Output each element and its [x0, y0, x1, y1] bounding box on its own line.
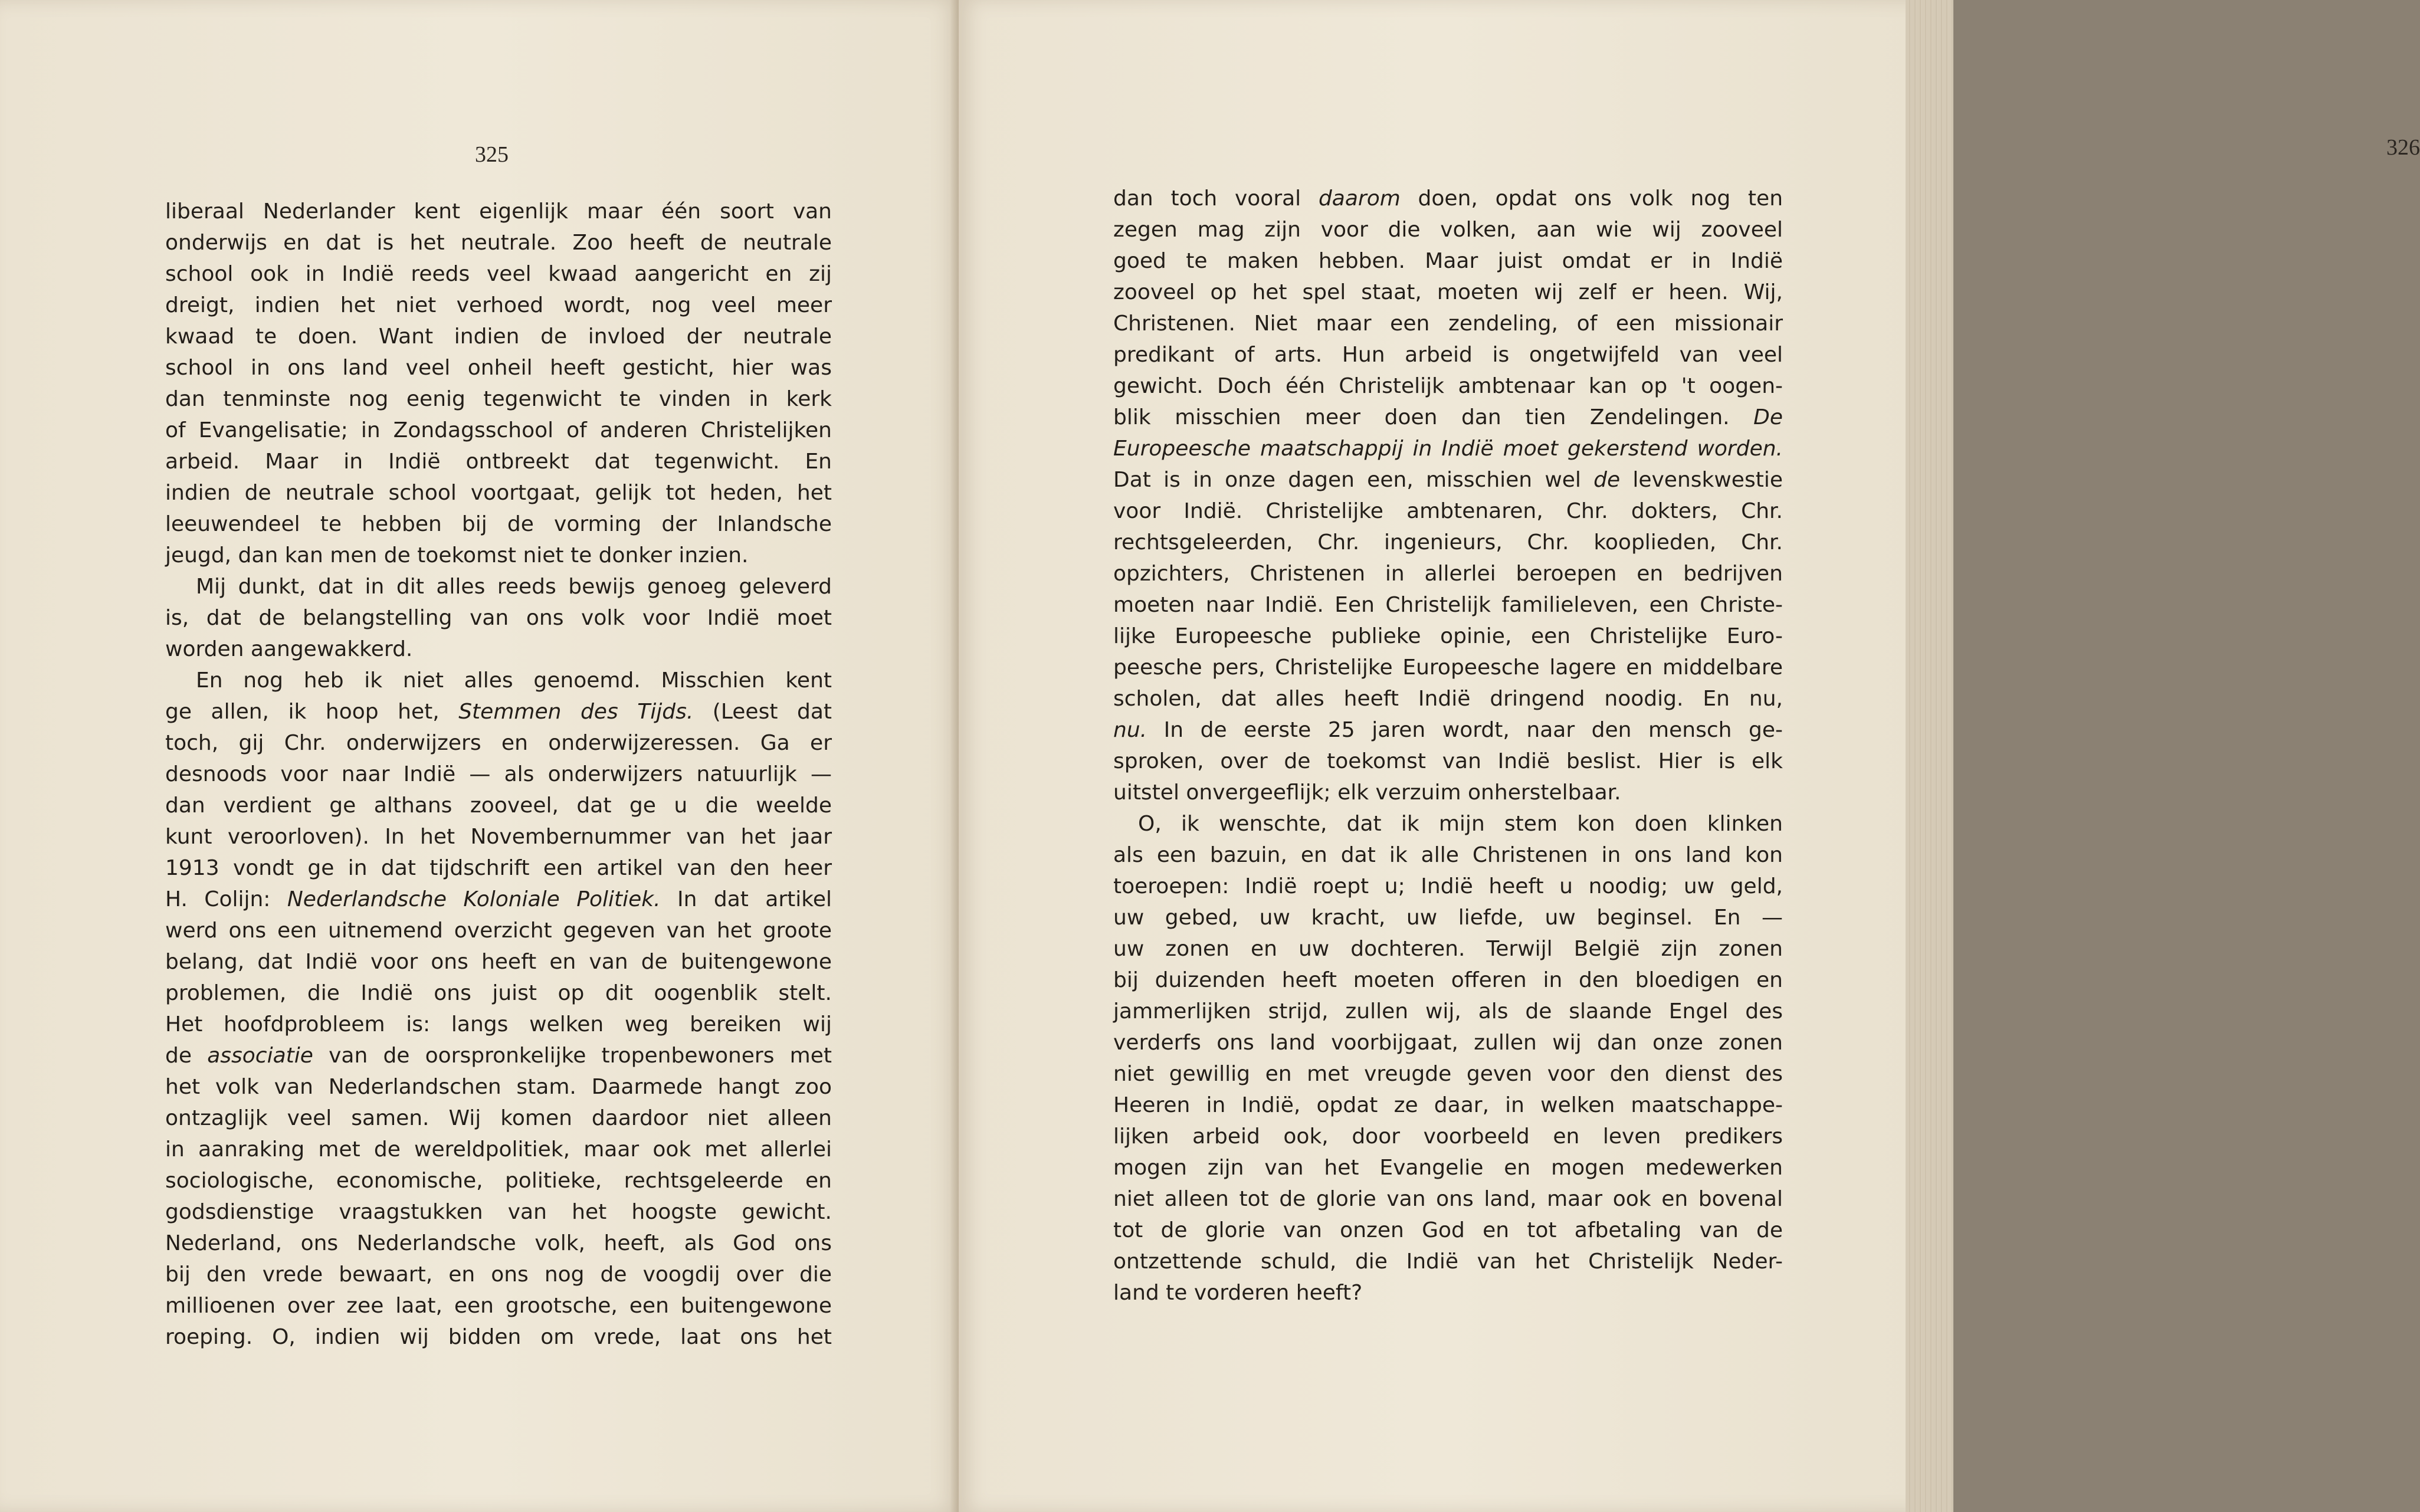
left-page [0, 0, 959, 1512]
text-line: voor Indië. Christelijke ambtenaren, Chr. dokters, Chr. [1113, 499, 1783, 523]
text-line: predikant of arts. Hun arbeid is ongetwijfeld van veel [1113, 343, 1783, 367]
text-line: Nederland, ons Nederlandsche volk, heeft, als God ons [165, 1231, 832, 1255]
text-line: zegen mag zijn voor die volken, aan wie wij zooveel [1113, 218, 1783, 242]
text-line: indien de neutrale school voortgaat, gelijk tot heden, het [165, 481, 832, 505]
text-line: godsdienstige vraagstukken van het hoogste gewicht. [165, 1200, 832, 1224]
text-line: onderwijs en dat is het neutrale. Zoo heeft de neutrale [165, 231, 832, 255]
text-line: Mij dunkt, dat in dit alles reeds bewijs genoeg geleverd [196, 575, 832, 599]
text-line [165, 696, 832, 727]
text-line: toch, gij Chr. onderwijzers en onderwijzeressen. Ga er [165, 731, 832, 755]
text-run: doen, opdat ons volk nog ten [1400, 186, 1783, 211]
text-line: zooveel op het spel staat, moeten wij zelf er heen. Wij, [1113, 280, 1783, 304]
text-line: dreigt, indien het niet verhoed wordt, nog veel meer [165, 293, 832, 317]
text-line: sociologische, economische, politieke, rechtsgeleerde en [165, 1169, 832, 1193]
text-line: toeroepen: Indië roept u; Indië heeft u noodig; uw geld, [1113, 874, 1783, 898]
page-edges [1906, 0, 1953, 1512]
text-line: in aanraking met de wereldpolitiek, maar ook met allerlei [165, 1137, 832, 1162]
text-line: jeugd, dan kan men de toekomst niet te donker inzien. [165, 543, 749, 568]
text-line: als een bazuin, en dat ik alle Christenen in ons land kon [1113, 843, 1783, 867]
emphasis: De [1753, 405, 1783, 429]
text-run: In dat artikel [660, 887, 832, 911]
text-line: worden aangewakkerd. [165, 637, 413, 661]
text-line: Heeren in Indië, opdat ze daar, in welken maatschappe- [1113, 1093, 1783, 1117]
text-line: niet gewillig en met vreugde geven voor den dienst des [1113, 1062, 1783, 1086]
text-line: sproken, over de toekomst van Indië beslist. Hier is elk [1113, 749, 1783, 773]
text-line: verderfs ons land voorbijgaat, zullen wij dan onze zonen [1113, 1031, 1783, 1055]
emphasis: associatie [207, 1044, 313, 1068]
text-line: ontzaglijk veel samen. Wij komen daardoor niet alleen [165, 1106, 832, 1130]
text-run: blik misschien meer doen dan tien Zendelingen. [1113, 405, 1754, 429]
text-line: of Evangelisatie; in Zondagsschool of anderen Christelijken [165, 418, 832, 442]
text-line: moeten naar Indië. Een Christelijk familieleven, een Christe- [1113, 593, 1783, 617]
emphasis: nu. [1113, 718, 1147, 742]
periodical-title: Stemmen des Tijds. [458, 700, 694, 724]
text-line [165, 1040, 832, 1071]
text-line: kwaad te doen. Want indien de invloed der neutrale [165, 324, 832, 349]
text-run: dan toch vooral [1113, 186, 1319, 211]
emphasis: daarom [1318, 186, 1401, 211]
article-title: Nederlandsche Koloniale Politiek. [287, 887, 661, 911]
text-line: tot de glorie van onzen God en tot afbetaling van de [1113, 1218, 1783, 1242]
text-line [1113, 183, 1783, 214]
text-line: 1913 vondt ge in dat tijdschrift een artikel van den heer [165, 856, 832, 880]
text-line: niet alleen tot de glorie van ons land, maar ook en bovenal [1113, 1187, 1783, 1211]
text-run: Dat is in onze dagen een, misschien wel [1113, 468, 1594, 492]
body-text [165, 196, 832, 1353]
page-number: 326 [2386, 135, 2420, 160]
text-line: desnoods voor naar Indië — als onderwijzers natuurlijk — [165, 762, 832, 786]
text-line: school ook in Indië reeds veel kwaad aangericht en zij [165, 262, 832, 286]
text-line: bij duizenden heeft moeten offeren in den bloedigen en [1113, 968, 1783, 992]
text-line: uw gebed, uw kracht, uw liefde, uw beginsel. En — [1113, 906, 1783, 930]
text-line: goed te maken hebben. Maar juist omdat er in Indië [1113, 249, 1783, 273]
text-line: O, ik wenschte, dat ik mijn stem kon doen klinken [1138, 812, 1783, 836]
text-line: ontzettende schuld, die Indië van het Christelijk Neder- [1113, 1249, 1783, 1274]
text-line: peesche pers, Christelijke Europeesche lagere en middelbare [1113, 655, 1783, 680]
text-line: liberaal Nederlander kent eigenlijk maar één soort van [165, 199, 832, 224]
text-line: lijke Europeesche publieke opinie, een Christelijke Euro- [1113, 624, 1783, 648]
text-run: ge allen, ik hoop het, [165, 700, 459, 724]
emphasis-line: Europeesche maatschappij in Indië moet gekerstend worden. [1113, 437, 1783, 461]
text-run: levenskwestie [1620, 468, 1783, 492]
emphasis: de [1593, 468, 1621, 492]
text-line [1113, 714, 1783, 746]
text-line [1113, 402, 1783, 433]
text-line: Christenen. Niet maar een zendeling, of een missionair [1113, 311, 1783, 336]
text-line: scholen, dat alles heeft Indië dringend noodig. En nu, [1113, 687, 1783, 711]
text-line: land te vorderen heeft? [1113, 1281, 1363, 1305]
text-line: problemen, die Indië ons juist op dit oogenblik stelt. [165, 981, 832, 1005]
text-line: gewicht. Doch één Christelijk ambtenaar kan op 't oogen- [1113, 374, 1783, 398]
text-line: arbeid. Maar in Indië ontbreekt dat tegenwicht. En [165, 450, 832, 474]
text-line: Het hoofdprobleem is: langs welken weg bereiken wij [165, 1012, 832, 1037]
text-line: En nog heb ik niet alles genoemd. Misschien kent [196, 668, 832, 693]
text-line: uitstel onvergeeflijk; elk verzuim onherstelbaar. [1113, 780, 1621, 805]
body-text [1113, 183, 1783, 1308]
text-run: H. Colijn: [165, 887, 287, 911]
text-run: In de eerste 25 jaren wordt, naar den mensch ge- [1147, 718, 1783, 742]
text-line [165, 884, 832, 915]
text-run: van de oorspronkelijke tropenbewoners met [313, 1044, 832, 1068]
text-line: mogen zijn van het Evangelie en mogen medewerken [1113, 1156, 1783, 1180]
text-line: jammerlijken strijd, zullen wij, als de slaande Engel des [1113, 999, 1783, 1024]
text-line [1113, 464, 1783, 496]
text-line: lijken arbeid ook, door voorbeeld en leven predikers [1113, 1124, 1783, 1149]
text-line: is, dat de belangstelling van ons volk voor Indië moet [165, 606, 832, 630]
text-line: werd ons een uitnemend overzicht gegeven van het groote [165, 919, 832, 943]
text-line: dan verdient ge althans zooveel, dat ge u die weelde [165, 793, 832, 818]
text-line: uw zonen en uw dochteren. Terwijl België zijn zonen [1113, 937, 1783, 961]
text-line: millioenen over zee laat, een grootsche, een buitengewone [165, 1294, 832, 1318]
text-line: het volk van Nederlandschen stam. Daarmede hangt zoo [165, 1075, 832, 1099]
text-line: dan tenminste nog eenig tegenwicht te vinden in kerk [165, 387, 832, 411]
text-line: bij den vrede bewaart, en ons nog de voogdij over die [165, 1262, 832, 1287]
text-line: opzichters, Christenen in allerlei beroepen en bedrijven [1113, 562, 1783, 586]
text-line: roeping. O, indien wij bidden om vrede, laat ons het [165, 1325, 832, 1349]
page-number: 325 [475, 142, 509, 167]
text-run: de [165, 1044, 208, 1068]
text-line: kunt veroorloven). In het Novembernummer van het jaar [165, 825, 832, 849]
text-line: belang, dat Indië voor ons heeft en van de buitengewone [165, 950, 832, 974]
text-line: rechtsgeleerden, Chr. ingenieurs, Chr. kooplieden, Chr. [1113, 530, 1783, 555]
text-line: school in ons land veel onheil heeft gesticht, hier was [165, 356, 832, 380]
text-run: (Leest dat [693, 700, 832, 724]
text-line: leeuwendeel te hebben bij de vorming der Inlandsche [165, 512, 832, 536]
